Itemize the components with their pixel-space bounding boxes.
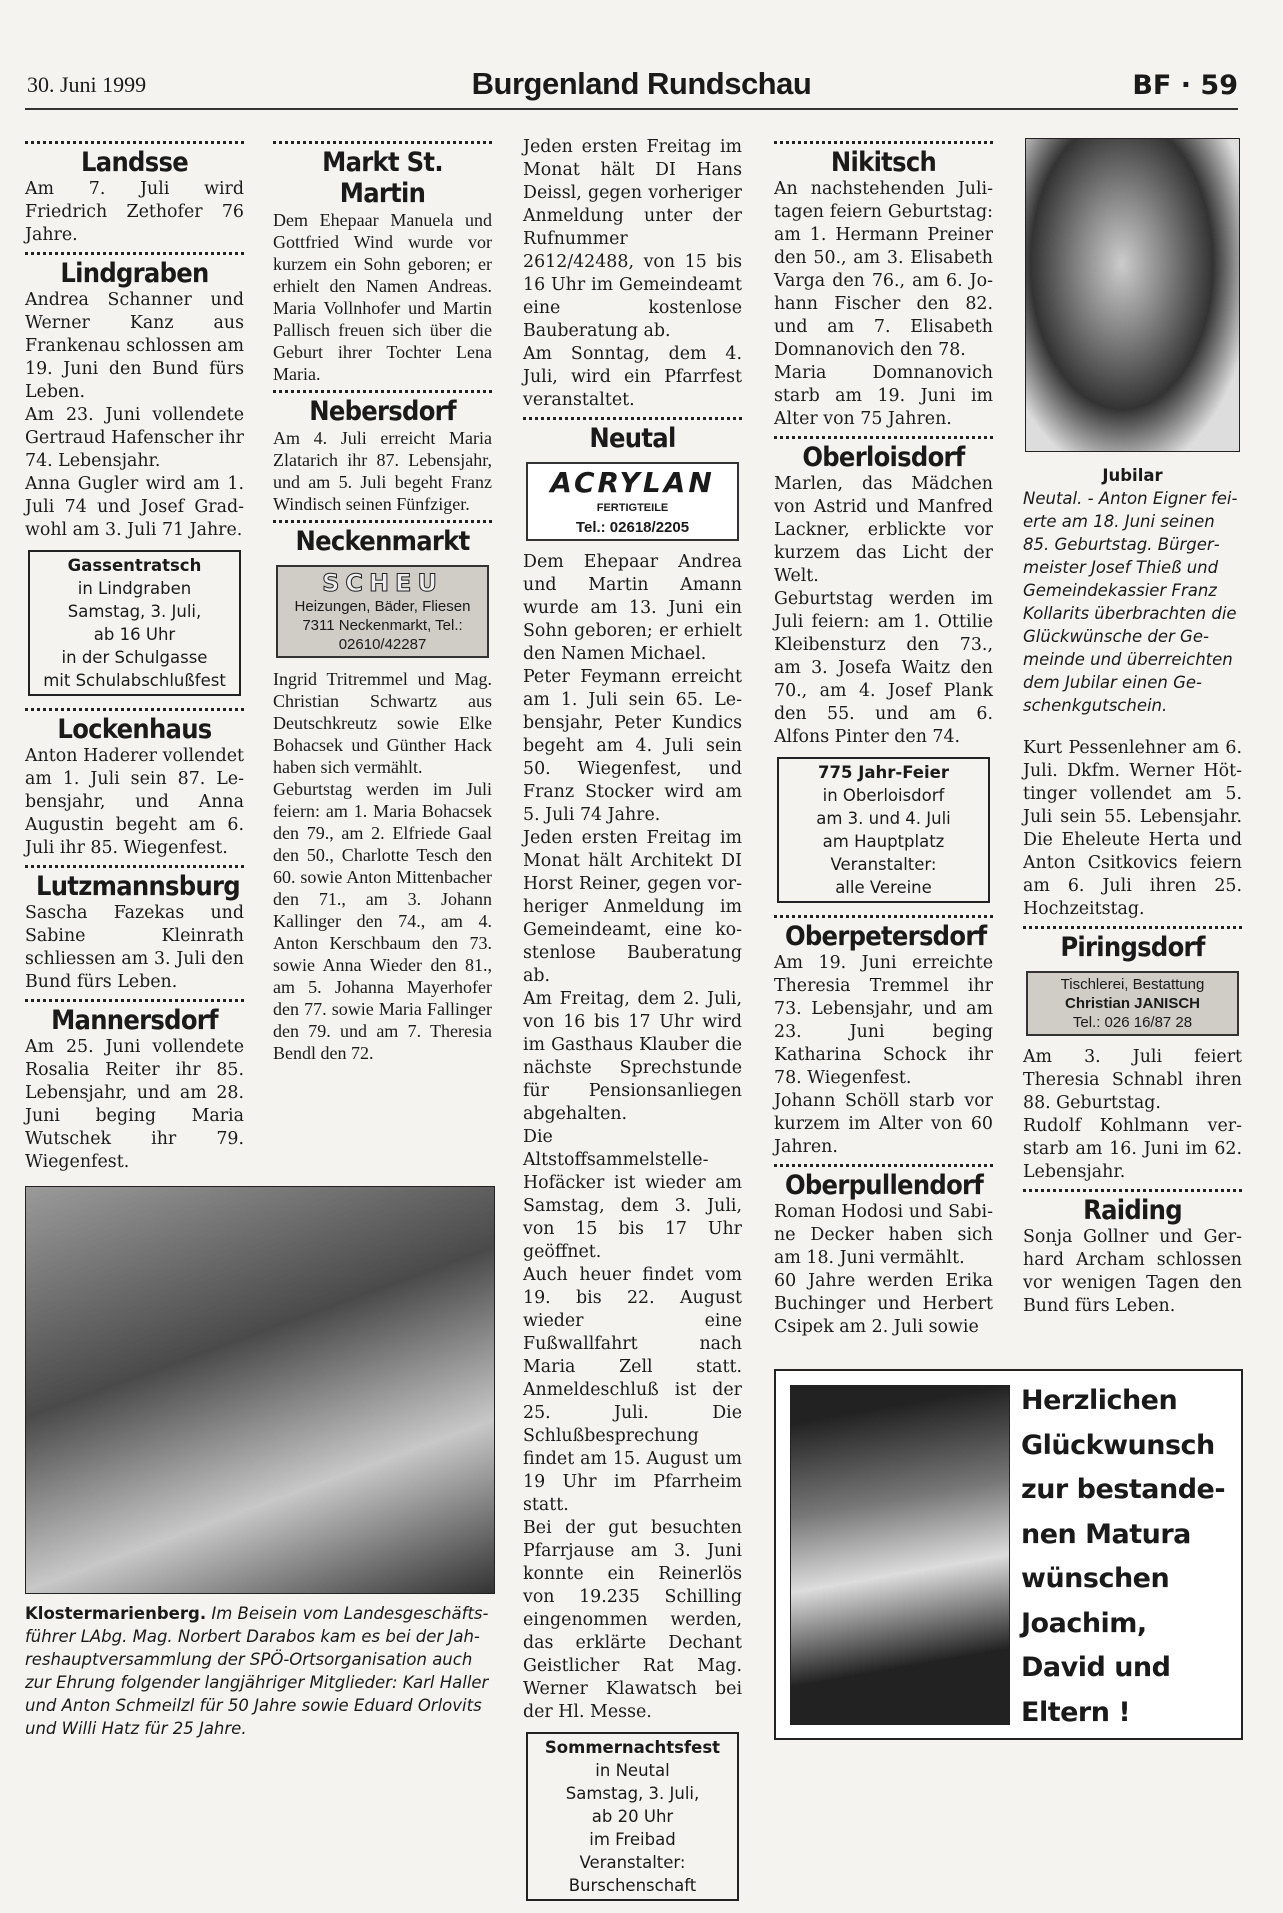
ad-brand-logo: SCHEU bbox=[322, 569, 443, 597]
caption-place: Klostermarienberg. bbox=[25, 1604, 207, 1623]
article-paragraph: Dem Ehepaar Manuela und Gottfried Wind wurde vor kurzem ein Sohn geboren; er erhielt den Namen Andreas. Maria Vollnhofer und Martin Pallisch freuen sich über die Geburt ihrer Tochter Lena Maria. bbox=[273, 210, 492, 384]
notice-line: 775 Jahr-Feier bbox=[818, 763, 949, 782]
section-heading: Neutal bbox=[589, 423, 676, 454]
section-heading: Nikitsch bbox=[830, 147, 937, 178]
section-heading: Nebersdorf bbox=[309, 396, 456, 427]
dotted-divider bbox=[25, 141, 244, 144]
section-heading: Lindgraben bbox=[60, 258, 209, 289]
article-paragraph: Kurt Pessenlehner am 6. Juli. Dkfm. Werner Höttinger vollendet am 5. Juli sein 55. Lebensjahr. Die Eheleute Herta und Anton Csitkovics feiern am 6. Juli ihren 25. Hochzeitstag. bbox=[1023, 738, 1242, 919]
article-paragraph: Jeden ersten Freitag im Monat hält DI Hans Deissl, gegen vorheriger Anmeldung unter der Rufnummer 2612/42488, von 15 bis 16 Uhr im Gemeindeamt eine kostenlose Bauberatung ab. bbox=[523, 137, 742, 341]
issue-date: 30. Juni 1999 bbox=[27, 72, 147, 97]
notice-line: Veranstalter: bbox=[830, 855, 937, 874]
section-heading: Oberpetersdorf bbox=[784, 921, 987, 952]
notice-line: Burschenschaft bbox=[568, 1876, 697, 1895]
section-heading: Lutzmannsburg bbox=[35, 871, 240, 902]
article-paragraph: Am 25. Juni vollendete Rosalia Reiter ihr 85. Lebensjahr, und am 28. Juni beging Maria Wutschek ihr 79. Wiegenfest. bbox=[25, 1037, 244, 1172]
event-notice-box bbox=[526, 1732, 739, 1901]
article-paragraph: Peter Feymann erreicht am 1. Juli sein 65. Lebensjahr, Peter Kundics begeht am 4. Juli sein 50. Wiegenfest, und Franz Stocker wird am 5. Juli 74 Jahre. bbox=[523, 667, 742, 825]
dotted-divider bbox=[25, 865, 244, 868]
advertisement bbox=[1026, 971, 1239, 1036]
article-paragraph: Anna Gugler wird am 1. Juli 74 und Josef Gradwohl am 3. Juli 71 Jahre. bbox=[25, 474, 244, 540]
notice-line: Veranstalter: bbox=[579, 1853, 686, 1872]
article-paragraph: Am 3. Juli feiert Theresia Schnabl ihren 88. Geburtstag. bbox=[1023, 1047, 1242, 1113]
article-paragraph: Am 7. Juli wird Friedrich Zethofer 76 Jahre. bbox=[25, 179, 244, 245]
event-notice-box bbox=[777, 757, 990, 903]
dotted-divider bbox=[25, 999, 244, 1002]
ad-line: Tel.: 02618/2205 bbox=[575, 519, 690, 536]
caption-text: Neutal. - Anton Eigner feierte am 18. Juni seinen 85. Geburtstag. Bürgermeister Josef Thieß und Gemeindekassier Franz Kollarits überbrachten die Glückwünsche der Gemeinde und überreichten dem Jubilar einen Geschenkgutschein. bbox=[1023, 489, 1238, 715]
column-4 bbox=[774, 136, 993, 1339]
article-paragraph: Am 19. Juni erreichte Theresia Tremmel ihr 73. Lebensjahr, und am 23. Juni beging Katharina Schock ihr 78. Wiegenfest. bbox=[774, 953, 993, 1088]
dotted-divider bbox=[774, 141, 993, 144]
article-paragraph: Dem Ehepaar Andrea und Martin Amann wurde am 13. Juni ein Sohn geboren; er erhielt den Namen Michael. bbox=[523, 552, 742, 664]
dotted-divider bbox=[273, 520, 492, 523]
article-paragraph: 60 Jahre werden Erika Buchinger und Herbert Csipek am 2. Juli sowie bbox=[774, 1271, 993, 1337]
notice-line: mit Schulabschlußfest bbox=[43, 671, 226, 690]
article-paragraph: Anton Haderer vollendet am 1. Juli sein 87. Lebensjahr, und Anna Augustin begeht am 6. Juli ihr 85. Wiegenfest. bbox=[25, 746, 244, 858]
notice-line: im Freibad bbox=[589, 1830, 676, 1849]
event-notice-box bbox=[28, 550, 241, 696]
ad-line: Tel.: 026 16/87 28 bbox=[1072, 1014, 1193, 1031]
notice-line: ab 20 Uhr bbox=[591, 1807, 674, 1826]
caption-title: Jubilar bbox=[1102, 466, 1163, 485]
portrait-caption bbox=[1023, 464, 1242, 717]
congratulations-text: Herzlichen Glückwunsch zur bestandenen Matura wünschen Joachim, David und Eltern ! bbox=[1021, 1385, 1226, 1728]
notice-line: Samstag, 3. Juli, bbox=[67, 602, 202, 621]
column-2 bbox=[273, 136, 492, 1064]
notice-line: Samstag, 3. Juli, bbox=[565, 1784, 700, 1803]
notice-line: ab 16 Uhr bbox=[93, 625, 176, 644]
section-heading: Oberpullendorf bbox=[784, 1170, 984, 1201]
ad-line: Heizungen, Bäder, Fliesen bbox=[294, 598, 471, 615]
advertisement bbox=[526, 462, 739, 541]
article-paragraph: Bei der gut besuchten Pfarrjause am 3. Juni konnte ein Reinerlös von 19.235 Schilling eingenommen werden, das erklärte Dechant Geistlicher Rat Mag. Werner Klawatsch bei der Hl. Messe. bbox=[523, 1518, 742, 1722]
column-1 bbox=[25, 136, 244, 1174]
notice-line: in der Schulgasse bbox=[61, 648, 208, 667]
section-heading: Raiding bbox=[1083, 1195, 1182, 1226]
article-paragraph: Sascha Fazekas und Sabine Kleinrath schliessen am 3. Juli den Bund fürs Leben. bbox=[25, 903, 244, 992]
group-photo bbox=[25, 1186, 495, 1594]
dotted-divider bbox=[1023, 926, 1242, 929]
article-paragraph: Marlen, das Mädchen von Astrid und Manfred Lackner, erblickte vor kurzem das Licht der Welt. bbox=[774, 474, 993, 586]
article-paragraph: Die AltstoffsammelstelleHofäcker ist wieder am Samstag, dem 3. Juli, von 15 bis 17 Uhr geöffnet. bbox=[523, 1127, 742, 1262]
article-paragraph: Johann Schöll starb vor kurzem im Alter von 60 Jahren. bbox=[774, 1091, 993, 1157]
dotted-divider bbox=[774, 436, 993, 439]
page-number: BF · 59 bbox=[1132, 70, 1238, 101]
article-paragraph: Rudolf Kohlmann verstarb am 16. Juni im 62. Lebensjahr. bbox=[1023, 1116, 1242, 1182]
section-heading: Oberloisdorf bbox=[802, 442, 965, 473]
article-paragraph: Andrea Schanner und Werner Kanz aus Frankenau schlossen am 19. Juni den Bund fürs Leben. bbox=[25, 290, 244, 402]
ad-line: 7311 Neckenmarkt, Tel.: 02610/42287 bbox=[302, 617, 463, 653]
dotted-divider bbox=[774, 915, 993, 918]
ad-brand-logo: ACRYLAN bbox=[550, 466, 715, 499]
section-heading: Landsse bbox=[81, 147, 188, 178]
notice-line: in Neutal bbox=[595, 1761, 670, 1780]
column-5 bbox=[1023, 136, 1242, 1318]
column-3 bbox=[523, 136, 742, 1913]
notice-line: in Lindgraben bbox=[77, 579, 192, 598]
dotted-divider bbox=[273, 141, 492, 144]
notice-line: Gassentratsch bbox=[67, 556, 202, 575]
newspaper-title: Burgenland Rundschau bbox=[471, 66, 812, 101]
dotted-divider bbox=[774, 1164, 993, 1167]
dotted-divider bbox=[1023, 1189, 1242, 1192]
dotted-divider bbox=[523, 417, 742, 420]
article-paragraph: Sonja Gollner und Gerhard Archam schlossen vor wenigen Tagen den Bund fürs Leben. bbox=[1023, 1227, 1242, 1316]
article-paragraph: Maria Domnanovich starb am 19. Juni im Alter von 75 Jahren. bbox=[774, 363, 993, 429]
section-heading: Neckenmarkt bbox=[295, 526, 470, 557]
ad-line: Tischlerei, Bestattung bbox=[1060, 976, 1205, 993]
article-paragraph: Auch heuer findet vom 19. bis 22. August wieder eine Fußwallfahrt nach Maria Zell statt. Anmeldeschluß ist der 25. Juli. Die Schlußbesprechung findet am 15. August um 19 Uhr im Pfarrheim statt. bbox=[523, 1265, 742, 1515]
article-paragraph: Roman Hodosi und Sabine Decker haben sich am 18. Juni vermählt. bbox=[774, 1202, 993, 1268]
article-paragraph: Am 4. Juli erreicht Maria Zlatarich ihr 87. Lebensjahr, und am 5. Juli begeht Franz Windisch seinen Fünfziger. bbox=[273, 428, 492, 514]
header-rule bbox=[25, 108, 1238, 110]
article-paragraph: An nachstehenden Julitagen feiern Geburtstag: am 1. Hermann Preiner den 50., am 3. Elisabeth Varga den 76., am 6. Johann Fischer den 82. und am 7. Elisabeth Domnanovich den 78. bbox=[774, 179, 993, 360]
section-heading: Lockenhaus bbox=[57, 714, 212, 745]
notice-line: Sommernachtsfest bbox=[544, 1738, 721, 1757]
ad-subtitle: FERTIGTEILE bbox=[596, 502, 669, 514]
graduate-photo bbox=[790, 1385, 1010, 1725]
notice-line: alle Vereine bbox=[835, 878, 932, 897]
section-heading: Mannersdorf bbox=[51, 1005, 218, 1036]
section-heading: Piringsdorf bbox=[1060, 932, 1205, 963]
dotted-divider bbox=[25, 252, 244, 255]
notice-line: am Hauptplatz bbox=[822, 832, 945, 851]
article-paragraph: Ingrid Tritremmel und Mag. Christian Schwartz aus Deutschkreutz sowie Elke Bohacsek und Günther Hack haben sich vermählt. bbox=[273, 669, 492, 777]
jubilar-portrait bbox=[1025, 138, 1240, 452]
article-paragraph: Geburtstag werden im Juli feiern: am 1. Ottilie Kleibensturz den 73., am 3. Josefa Waitz den 70., am 4. Josef Plank den 55. und am 6. Alfons Pinter den 74. bbox=[774, 589, 993, 747]
article-paragraph: Geburtstag werden im Juli feiern: am 1. Maria Bohacsek den 79., am 2. Elfriede Gaal den 50., Charlotte Tesch den 60. sowie Anton Mittenbacher den 71., am 3. Johann Kallinger den 74., am 4. Anton Kerschbaum den 73. sowie Anna Wieder den 81., am 5. Johanna Mayerhofer den 77. sowie Maria Fallinger den 79. und am 7. Theresia Bendl den 72. bbox=[273, 779, 492, 1063]
caption-text: Im Beisein vom Landesgeschäftsführer LAbg. Mag. Norbert Darabos kam es bei der Jahreshauptversammlung der SPÖ-Ortsorganisation auch zur Ehrung folgender langjähriger Mitglieder: Karl Haller und Anton Schmeilzl für 50 Jahre sowie Eduard Orlovits und Willi Hatz für 25 Jahre. bbox=[25, 1604, 489, 1738]
article-paragraph: Am Freitag, dem 2. Juli, von 16 bis 17 Uhr wird im Gasthaus Klauber die nächste Sprechstunde für Pensionsanliegen abgehalten. bbox=[523, 989, 742, 1124]
article-paragraph: Am Sonntag, dem 4. Juli, wird ein Pfarrfest veranstaltet. bbox=[523, 344, 742, 410]
group-photo-caption bbox=[25, 1602, 495, 1740]
dotted-divider bbox=[273, 390, 492, 393]
dotted-divider bbox=[25, 708, 244, 711]
article-paragraph: Am 23. Juni vollendete Gertraud Hafenscher ihr 74. Lebensjahr. bbox=[25, 405, 244, 471]
notice-line: in Oberloisdorf bbox=[822, 786, 945, 805]
notice-line: am 3. und 4. Juli bbox=[816, 809, 951, 828]
congratulations-ad bbox=[774, 1369, 1243, 1740]
advertisement bbox=[276, 565, 489, 658]
ad-line: Christian JANISCH bbox=[1064, 995, 1201, 1012]
section-heading: Markt St. Martin bbox=[322, 147, 443, 209]
article-paragraph: Jeden ersten Freitag im Monat hält Architekt DI Horst Reiner, gegen vorheriger Anmeldung im Gemeindeamt, eine kostenlose Bauberatung ab. bbox=[523, 828, 742, 986]
